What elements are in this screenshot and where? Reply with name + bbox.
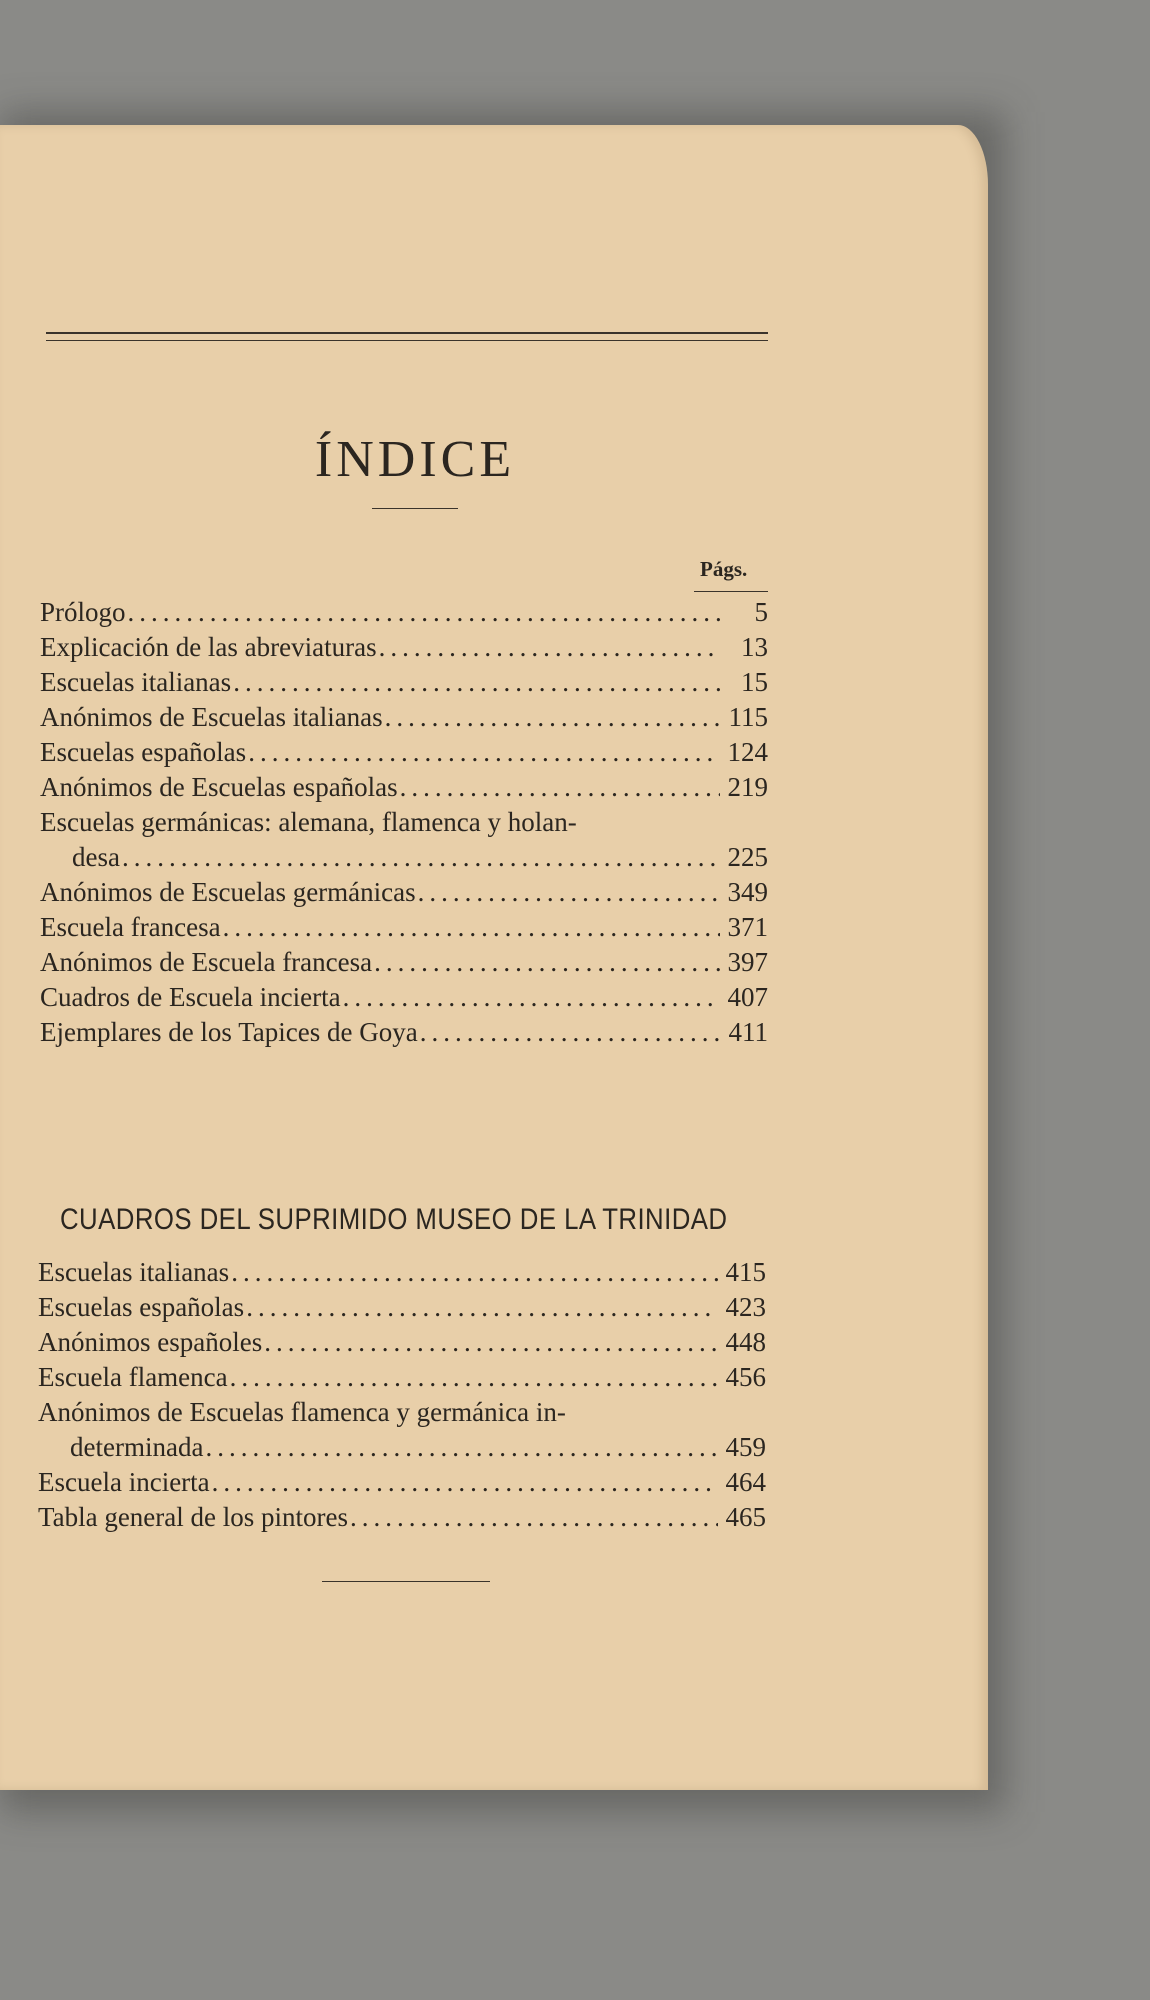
toc-entry-label: Explicación de las abreviaturas: [40, 632, 377, 662]
toc-entry-label: desa: [72, 842, 120, 872]
toc-entry: [38, 1465, 766, 1500]
book-page: [0, 125, 988, 1790]
toc-entry: [40, 735, 768, 770]
page-title: ÍNDICE: [314, 431, 516, 488]
closing-rule: [322, 1581, 490, 1582]
toc-entry: [40, 910, 768, 945]
dot-leader: [230, 1360, 718, 1395]
toc-entry: [40, 700, 768, 735]
toc-entry: [40, 945, 768, 980]
toc-entry-page: 225: [727, 842, 768, 872]
toc-entry-label: Anónimos de Escuelas germánicas: [40, 877, 416, 907]
section-title: CUADROS DEL SUPRIMIDO MUSEO DE LA TRINIDAD: [60, 1203, 728, 1236]
dot-leader: [223, 910, 720, 945]
toc-entry-page: 464: [725, 1467, 766, 1497]
dot-leader: [420, 1015, 720, 1050]
dot-leader: [374, 945, 719, 980]
toc-entry: [38, 1360, 766, 1395]
toc-entry-label: Anónimos de Escuelas italianas: [40, 702, 383, 732]
toc-entry: [40, 630, 768, 665]
toc-entry: [40, 665, 768, 700]
dot-leader: [343, 980, 720, 1015]
toc-entry: [40, 980, 768, 1015]
toc-entry: [38, 1290, 766, 1325]
dot-leader: [379, 630, 720, 665]
toc-entry-label: Anónimos españoles: [38, 1327, 263, 1357]
dot-leader: [264, 1325, 717, 1360]
toc-entry: [40, 1015, 768, 1050]
toc-entry-page: 423: [725, 1292, 766, 1322]
toc-entry-label-line1: Anónimos de Escuelas flamenca y germánica in-: [38, 1397, 566, 1427]
toc-entry-label: Anónimos de Escuela francesa: [40, 947, 373, 977]
toc-entry-page: 219: [727, 772, 768, 802]
toc-entry-label: Cuadros de Escuela incierta: [40, 982, 341, 1012]
dot-leader: [128, 595, 720, 630]
toc-entry: [40, 595, 768, 630]
toc-entry-page: 407: [727, 982, 768, 1012]
toc-entry-page: 124: [727, 737, 768, 767]
dot-leader: [418, 875, 720, 910]
toc-entry-page: 371: [727, 912, 768, 942]
toc-entry-page: 411: [728, 1017, 768, 1047]
toc-entry: [40, 875, 768, 910]
toc-entry-label: Ejemplares de los Tapices de Goya: [40, 1017, 418, 1047]
toc-entry: [38, 1500, 766, 1535]
toc-entry-page: 349: [727, 877, 768, 907]
top-double-rule: [46, 332, 768, 341]
toc-entry: [40, 770, 768, 805]
pages-column-header: Págs.: [700, 557, 748, 581]
toc-entry-label: Escuelas españolas: [38, 1292, 245, 1322]
toc-entry-page: 459: [725, 1432, 766, 1462]
toc-entry: [38, 1430, 766, 1465]
toc-entry-label: Escuela francesa: [40, 912, 221, 942]
toc-entry-label: Escuela incierta: [38, 1467, 210, 1497]
toc-entry: [38, 1255, 766, 1290]
toc-entry-label: Anónimos de Escuelas españolas: [40, 772, 398, 802]
toc-entry-label: Escuelas españolas: [40, 737, 247, 767]
title-underline: [372, 508, 458, 509]
dot-leader: [248, 735, 719, 770]
toc-entry-label: Escuela flamenca: [38, 1362, 228, 1392]
dot-leader: [350, 1500, 718, 1535]
toc-entry: [38, 1325, 766, 1360]
toc-entry-page: 115: [728, 702, 768, 732]
toc-entry-page: 397: [727, 947, 768, 977]
dot-leader: [246, 1290, 717, 1325]
section-toc-list: [38, 1255, 766, 1535]
dot-leader: [205, 1430, 717, 1465]
dot-leader: [385, 700, 720, 735]
dot-leader: [400, 770, 720, 805]
toc-entry-page: 448: [725, 1327, 766, 1357]
toc-entry-label: Tabla general de los pintores: [38, 1502, 348, 1532]
toc-entry-label: Escuelas italianas: [40, 667, 232, 697]
dot-leader: [233, 665, 720, 700]
toc-entry-page: 5: [754, 597, 768, 627]
dot-leader: [231, 1255, 717, 1290]
toc-entry: [40, 840, 768, 875]
toc-entry-page: 465: [725, 1502, 766, 1532]
toc-entry-page: 15: [741, 667, 768, 697]
dot-leader: [122, 840, 720, 875]
toc-entry-page: 415: [725, 1257, 766, 1287]
toc-entry-label: Escuelas italianas: [38, 1257, 230, 1287]
toc-entry-page: 456: [725, 1362, 766, 1392]
dot-leader: [212, 1465, 718, 1500]
toc-list: [40, 595, 768, 1050]
toc-entry-label: determinada: [70, 1432, 204, 1462]
toc-entry-label-line1: Escuelas germánicas: alemana, flamenca y holan-: [40, 807, 577, 837]
toc-entry-label: Prólogo: [40, 597, 126, 627]
toc-entry-page: 13: [741, 632, 768, 662]
pages-header-underline: [694, 591, 768, 592]
